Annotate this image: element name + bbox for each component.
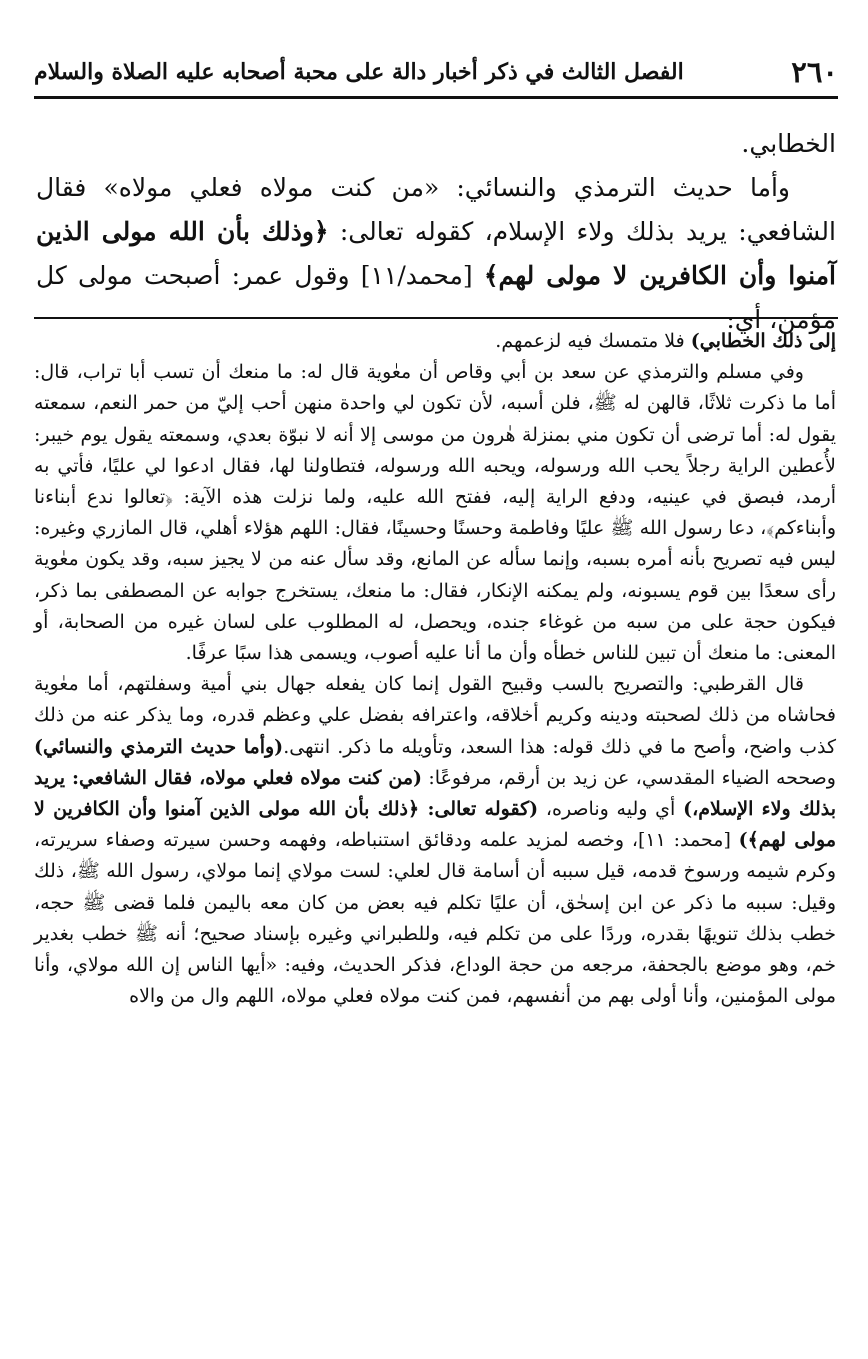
main-paragraph-2-text-b: [محمد/١١] وقول عمر: أصبحت مولى كل مؤمن، أي: xyxy=(36,261,836,334)
commentary-text-3e: [محمد: ١١]، وخصه لمزيد علمه ودقائق استنباطه، وفهمه وحسن سيرته وصفاء سريرته، وكرم شيمه ورسوخ قدمه، قيل سببه أن أسامة قال لعلي: لست مولاي إنما مولاي، رسول الله ﷺ، ذلك وقيل: سببه ما ذكر عن ابن إسحٰق، أن عليًا تكلم فيه بعض من كان معه باليمن فلما قضى ﷺ حجه، خطب بذلك تنويهًا بقدره، وردًا على من تكلم فيه، وللطبراني وغيره بإسناد صحيح؛ أنه ﷺ خطب بغدير خم، وهو موضع بالجحفة، مرجعه من حجة الوداع، فذكر الحديث، وفيه: «أيها الناس إن الله مولاي، وأنا مولى المؤمنين، وأنا أولى بهم من أنفسهم، فمن كنت مولاه فعلي مولاه، اللهم وال من والاه xyxy=(34,829,836,1008)
running-title: الفصل الثالث في ذكر أخبار دالة على محبة أصحابه عليه الصلاة والسلام xyxy=(34,59,684,85)
commentary-lemma-1: إلى ذلك الخطابي) xyxy=(690,330,836,352)
section-divider xyxy=(34,317,838,319)
page-number: ٢٦٠ xyxy=(791,55,838,89)
commentary-text-3a: قال القرطبي: والتصريح بالسب وقبيح القول إنما كان يفعله جهال بني أمية وسفلتهم، أما معٰوية فحاشاه من ذلك لصحبته ودينه وكريم أخلاقه، واعترافه بفضل علي وعظم قدره، وما يذكر عنه من ذلك كذب واضح، وأصح ما في ذلك قوله: هذا السعد، وتأويله ما ذكر. انتهى. xyxy=(34,673,836,758)
quran-verse: ﴿وذلك بأن الله مولى الذين آمنوا وأن الكافرين لا مولى لهم﴾ xyxy=(36,217,836,290)
commentary-paragraph-2: وفي مسلم والترمذي عن سعد بن أبي وقاص أن معٰوية قال له: ما منعك أن تسب أبا تراب، قال: أما ما ذكرت ثلاثًا، قالهن له ﷺ، فلن أسبه، لأن تكون لي واحدة منهن أحب إليّ من حمر النعم، سمعته يقول له: أما ترضى أن تكون مني بمنزلة هٰرون من موسى إلا أنه لا نبوّة بعدي، وسمعته يقول يوم خيبر: لأُعطين الراية رجلاً يحب الله ورسوله، ويحبه الله ورسوله، فتطاولنا لها، فقال ادعوا لي عليًا، فأتي به أرمد، فبصق في عينيه، ودفع الراية إليه، ففتح الله عليه، ولما نزلت هذه الآية: ﴿تعالوا ندع أبناءنا وأبناءكم﴾، دعا رسول الله ﷺ عليًا وفاطمة وحسنًا وحسينًا، فقال: اللهم هؤلاء أهلي، قال المازري وغيره: ليس فيه تصريح بأنه أمره بسبه، وإنما سأله عن المانع، وقد سأل عنه من لا يجيز سبه، وقد يكون معٰوية رأى سعدًا بين قوم يسبونه، ولم يمكنه الإنكار، فقال: ما منعك، يستخرج جوابه عن المصطفى بما ذكر، فيكون حجة على من سبه من غوغاء جنده، ويحصل، له المطلوب على لسان غيره من الصحابة، أو المعنى: ما منعك أن تبين للناس خطأه وأن ما أنا عليه أصوب، ويسمى هذا سبًا عرفًا. xyxy=(34,361,836,665)
page-header xyxy=(34,52,838,99)
main-paragraph-2 xyxy=(36,166,836,342)
commentary-paragraph-1 xyxy=(34,326,836,357)
commentary-lemma-2: (وأما حديث الترمذي والنسائي) xyxy=(34,735,284,758)
commentary-lemma-3: (من كنت مولاه فعلي مولاه، فقال الشافعي: يريد بذلك ولاء الإسلام،) xyxy=(34,766,837,821)
main-paragraph-1: الخطابي. xyxy=(741,129,836,158)
commentary-text-1: فلا متمسك فيه لزعمهم. xyxy=(495,330,691,352)
main-paragraph-2-text-a: وأما حديث الترمذي والنسائي: «من كنت مولاه فعلي مولاه» فقال الشافعي: يريد بذلك ولاء الإسلام، كقوله تعالى: xyxy=(36,173,836,246)
commentary-lemma-4: (كقوله تعالى: ﴿ذلك بأن الله مولى الذين آمنوا وأن الكافرين لا مولى لهم﴾) xyxy=(34,798,836,852)
commentary-text-3c: وصححه الضياء المقدسي، عن زيد بن أرقم، مرفوعًا: xyxy=(422,766,836,789)
main-text xyxy=(36,122,836,342)
commentary-paragraph-3 xyxy=(34,669,836,1012)
commentary-text-3d: أي وليه وناصره، xyxy=(538,798,684,821)
commentary xyxy=(34,326,836,1012)
